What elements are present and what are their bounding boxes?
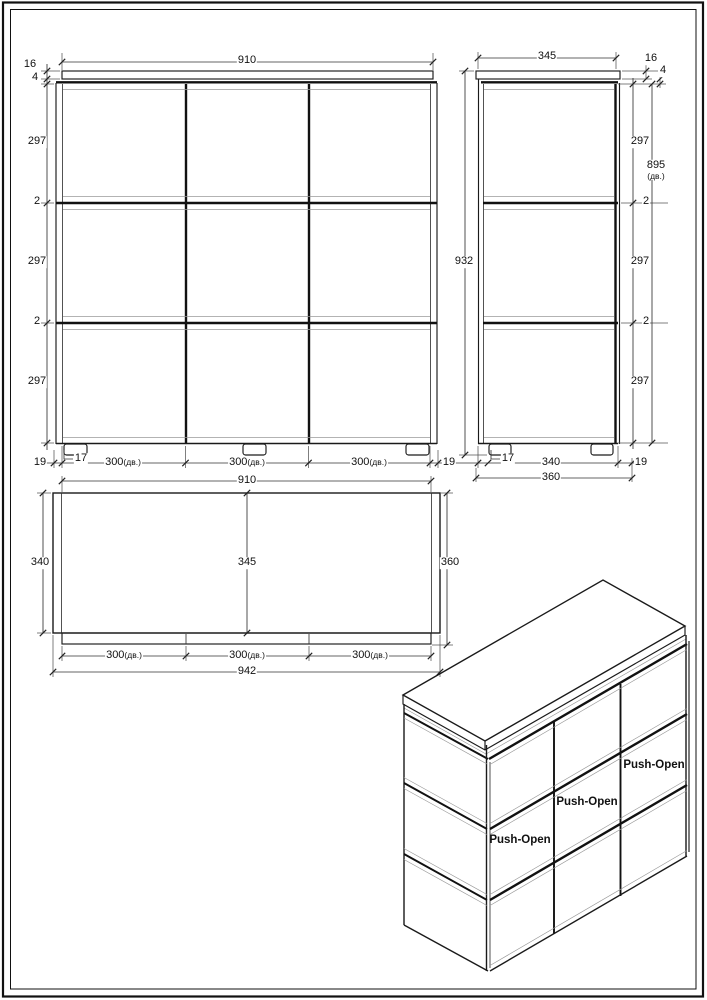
fv-dim-overall-width: 910 — [237, 54, 257, 67]
sv-dim-plinth-right: 19 — [634, 456, 648, 469]
sv-dim-base-depth: 340 — [541, 456, 561, 469]
fv-dim-door-gap-2: 2 — [33, 315, 41, 328]
iso-push-open-label-3: Push-Open — [623, 759, 685, 771]
sv-dim-door-height-1: 297 — [630, 135, 650, 148]
sheet-border — [3, 3, 703, 997]
tv-dim-door-width-3: 300(дв.) — [352, 649, 388, 662]
sv-dim-overall-depth: 360 — [541, 471, 561, 484]
dimension-lines — [36, 52, 668, 677]
front-view-linework — [56, 71, 437, 455]
sv-dim-overall-height: 932 — [454, 255, 474, 268]
tv-dim-top-depth: 360 — [440, 556, 460, 569]
fv-dim-door-height-1: 297 — [27, 135, 47, 148]
fv-dim-door-gap-1: 2 — [33, 195, 41, 208]
side-view-linework — [476, 71, 620, 455]
fv-dim-plinth-right: 19 — [442, 456, 456, 469]
sv-dim-top-reveal: 4 — [659, 64, 667, 77]
tv-dim-side-depth: 340 — [30, 556, 50, 569]
fv-dim-foot-inset: 17 — [74, 452, 88, 465]
sv-dim-top-thickness: 16 — [644, 52, 658, 65]
iso-push-open-label-2: Push-Open — [556, 796, 618, 808]
fv-dim-plinth-left: 19 — [33, 456, 47, 469]
sv-dim-doors-total: 895 (дв.) — [646, 158, 666, 181]
fv-dim-door-width-2: 300(дв.) — [229, 456, 265, 469]
sv-dim-door-gap-1: 2 — [642, 195, 650, 208]
tv-dim-door-width-1: 300(дв.) — [106, 649, 142, 662]
tv-dim-body-depth: 345 — [237, 556, 257, 569]
fv-dim-door-width-1: 300(дв.) — [105, 456, 141, 469]
sv-dim-door-height-2: 297 — [630, 255, 650, 268]
sv-dim-door-height-3: 297 — [630, 375, 650, 388]
tv-dim-panel-width: 910 — [237, 474, 257, 487]
iso-view-linework — [403, 580, 689, 971]
fv-dim-top-thickness: 16 — [23, 58, 37, 71]
fv-dim-door-height-2: 297 — [27, 255, 47, 268]
tv-dim-overall-width: 942 — [237, 665, 257, 678]
tv-dim-door-width-2: 300(дв.) — [229, 649, 265, 662]
dimension-ticks — [40, 52, 663, 675]
fv-dim-door-width-3: 300(дв.) — [351, 456, 387, 469]
sv-dim-foot-inset: 17 — [501, 452, 515, 465]
fv-dim-top-reveal: 4 — [31, 71, 39, 84]
fv-dim-door-height-3: 297 — [27, 375, 47, 388]
sv-dim-body-depth: 345 — [537, 50, 557, 63]
iso-push-open-label-1: Push-Open — [489, 834, 551, 846]
sv-dim-door-gap-2: 2 — [642, 315, 650, 328]
